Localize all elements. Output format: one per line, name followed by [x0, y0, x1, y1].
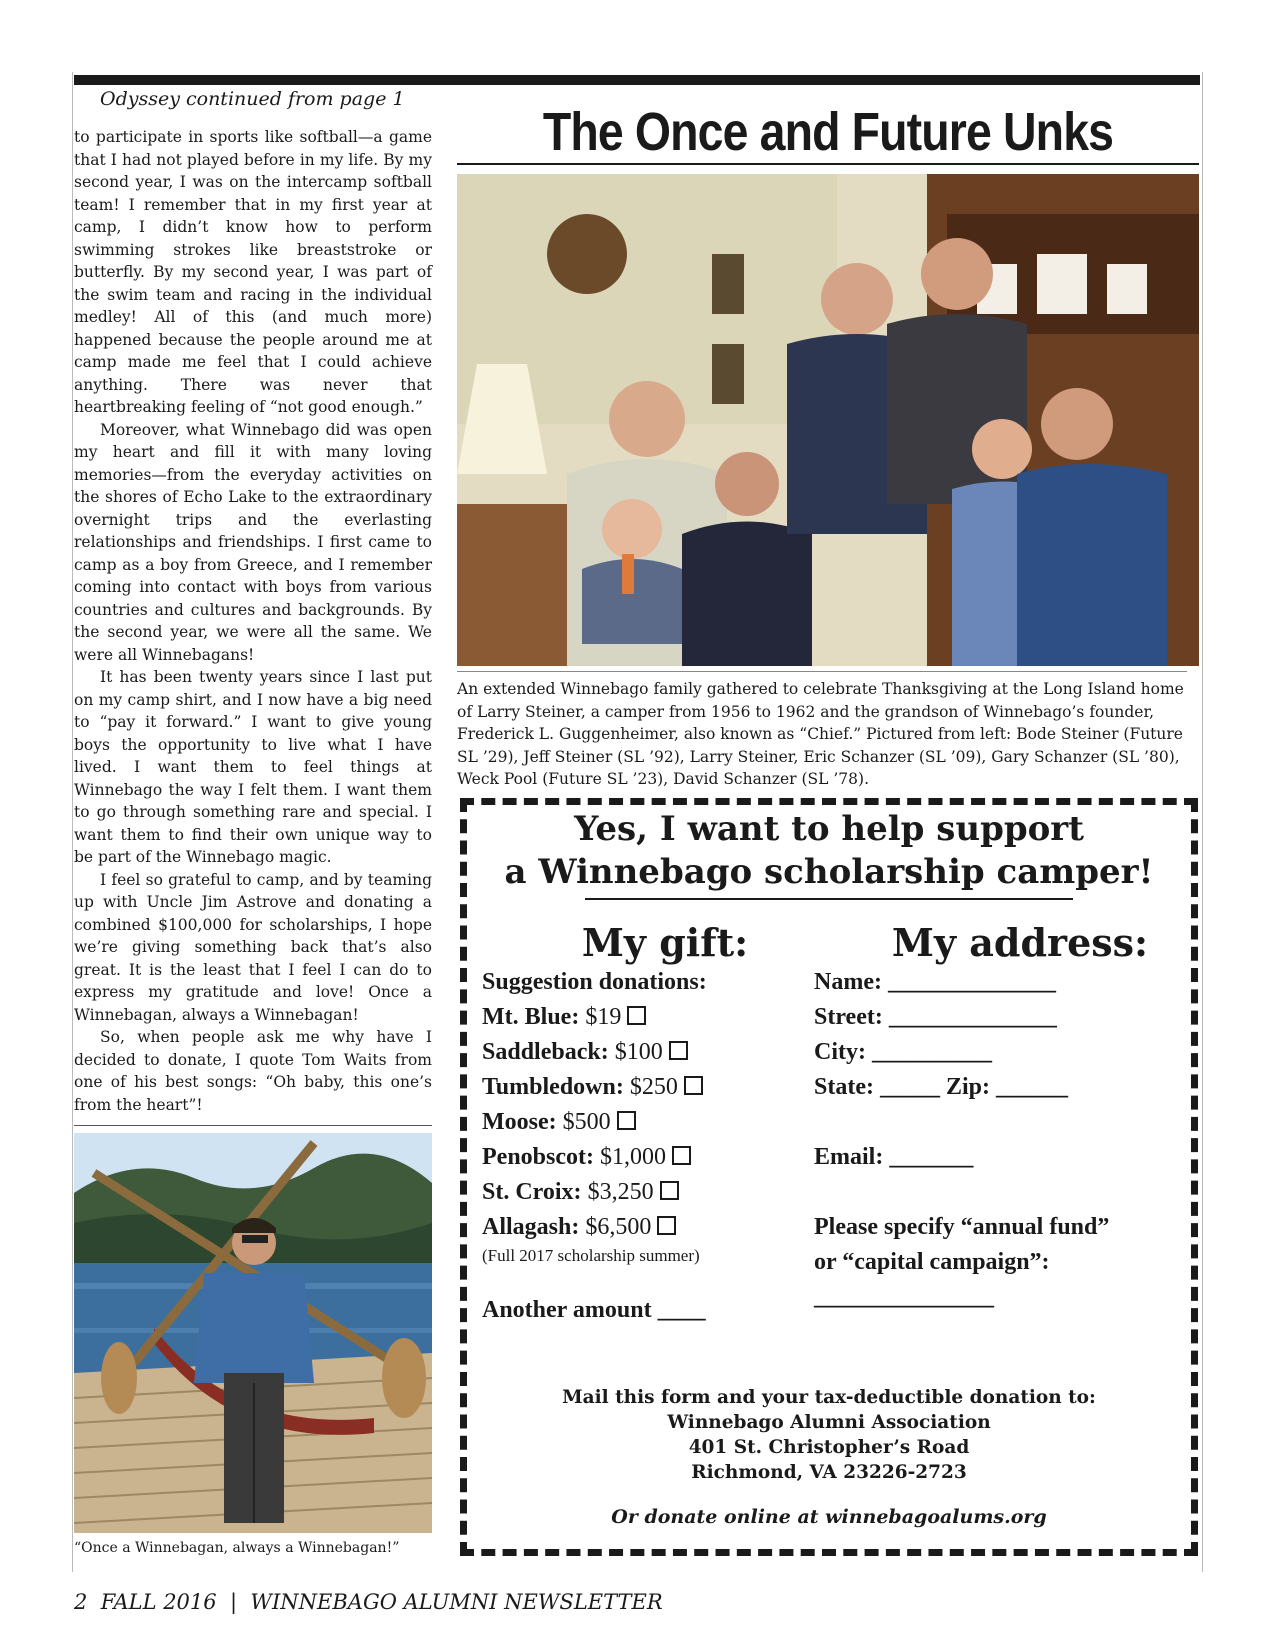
address-heading: My address:	[891, 920, 1149, 965]
name-field[interactable]: Name: ______________	[814, 969, 1056, 995]
paragraph: to participate in sports like softball—a game that I had not played before in my life. By my second year, I was on the intercamp softball team! I remember that in my first year at camp, I didn’t know how to perform swimming strokes like breaststroke or butterfly. By my second year, I was part of the swim team and racing in the individual medley! All of this (and much more) happened because the people around me at camp made me feel that I could achieve anything. There was never that heartbreaking feeling of “not good enough.”	[74, 128, 432, 416]
gift-heading: My gift:	[581, 920, 749, 965]
right-margin-rule	[1202, 72, 1203, 1572]
gift-option: Allagash: $6,500	[482, 1210, 707, 1245]
checkbox[interactable]	[684, 1076, 703, 1095]
gift-option: Moose: $500	[482, 1105, 707, 1140]
suggestion-label: Suggestion donations:	[482, 969, 707, 995]
odyssey-article-text	[74, 126, 432, 1116]
gift-option: Saddleback: $100	[482, 1035, 707, 1070]
gift-option: Tumbledown: $250	[482, 1070, 707, 1105]
mail-line: 401 St. Christopher’s Road	[688, 1437, 970, 1458]
coupon-title-line-1: Yes, I want to help support	[574, 809, 1084, 849]
city-field[interactable]: City: __________	[814, 1039, 992, 1065]
mail-line: Richmond, VA 23226-2723	[691, 1462, 967, 1483]
caption-rule	[457, 671, 1187, 672]
headline-rule	[457, 163, 1199, 165]
mailing-instructions	[466, 1385, 1192, 1485]
checkbox[interactable]	[657, 1216, 676, 1235]
checkbox[interactable]	[627, 1006, 646, 1025]
coupon-title-rule	[585, 898, 1073, 900]
street-field[interactable]: Street: ______________	[814, 1004, 1057, 1030]
divider	[74, 1125, 432, 1126]
page-footer: 2 FALL 2016 | WINNEBAGO ALUMNI NEWSLETTER	[74, 1590, 663, 1614]
address-fields	[814, 965, 1109, 1315]
coupon-title	[465, 808, 1193, 894]
checkbox[interactable]	[660, 1181, 679, 1200]
gift-option: Mt. Blue: $19	[482, 1000, 707, 1035]
family-photo	[457, 174, 1199, 666]
camper-oars-photo	[74, 1133, 432, 1533]
left-margin-rule	[72, 72, 73, 1572]
paragraph: I feel so grateful to camp, and by teaming up with Uncle Jim Astrove and donating a combined $100,000 for scholarships, I hope we’re giving something back that’s also great. It is the least that I feel I can do to express my gratitude and love! Once a Winnebagan, always a Winnebagan!	[74, 870, 432, 1024]
paragraph: It has been twenty years since I last put on my camp shirt, and I now have a big need to “pay it forward.” I want to give young boys the opportunity to live what I have lived. I want them to feel things at Winnebago the way I felt them. I want them to go through something rare and special. I want them to find their own unique way to be part of the Winnebago magic.	[74, 668, 432, 866]
gift-option: St. Croix: $3,250	[482, 1175, 707, 1210]
fund-specify-field[interactable]: _______________	[814, 1284, 994, 1310]
donate-online-text: Or donate online at winnebagoalums.org	[611, 1506, 1047, 1528]
family-photo-caption: An extended Winnebago family gathered to celebrate Thanksgiving at the Long Island home of Larry Steiner, a camper from 1956 to 1962 and the grandson of Winnebago’s founder, Frederick L. Guggenheimer, also known as “Chief.” Pictured from left: Bode Steiner (Future SL ’29), Jeff Steiner (SL ’92), Larry Steiner, Eric Schanzer (SL ’09), Gary Schanzer (SL ’80), Weck Pool (Future SL ’23), David Schanzer (SL ’78).	[457, 680, 1184, 788]
camper-photo-caption: “Once a Winnebagan, always a Winnebagan!”	[74, 1540, 400, 1556]
checkbox[interactable]	[669, 1041, 688, 1060]
coupon-title-line-2: a Winnebago scholarship camper!	[504, 852, 1154, 892]
state-zip-field[interactable]: State: _____ Zip: ______	[814, 1074, 1068, 1100]
allagash-note: (Full 2017 scholarship summer)	[482, 1246, 700, 1265]
mail-line: Mail this form and your tax-deductible donation to:	[562, 1387, 1096, 1408]
continued-label: Odyssey continued from page 1	[100, 88, 405, 110]
gift-options	[482, 965, 707, 1328]
checkbox[interactable]	[672, 1146, 691, 1165]
another-amount-field[interactable]: Another amount ____	[482, 1297, 706, 1323]
email-field[interactable]: Email: _______	[814, 1144, 974, 1170]
top-bar	[74, 75, 1200, 85]
checkbox[interactable]	[617, 1111, 636, 1130]
paragraph: So, when people ask me why have I decided to donate, I quote Tom Waits from one of his best songs: “Oh baby, this one’s from the heart”!	[74, 1028, 432, 1114]
fund-specify-label: Please specify “annual fund”	[814, 1214, 1110, 1240]
mail-line: Winnebago Alumni Association	[667, 1412, 991, 1433]
page-title: The Once and Future Unks	[542, 102, 1114, 162]
paragraph: Moreover, what Winnebago did was open my heart and fill it with many loving memories—from the everyday activities on the shores of Echo Lake to the extraordinary overnight trips and the everlasting relationships and friendships. I first came to camp as a boy from Greece, and I remember coming into contact with boys from various countries and cultures and backgrounds. By the second year, we were all the same. We were all Winnebagans!	[74, 420, 432, 664]
fund-specify-label-2: or “capital campaign”:	[814, 1249, 1050, 1275]
gift-option: Penobscot: $1,000	[482, 1140, 707, 1175]
